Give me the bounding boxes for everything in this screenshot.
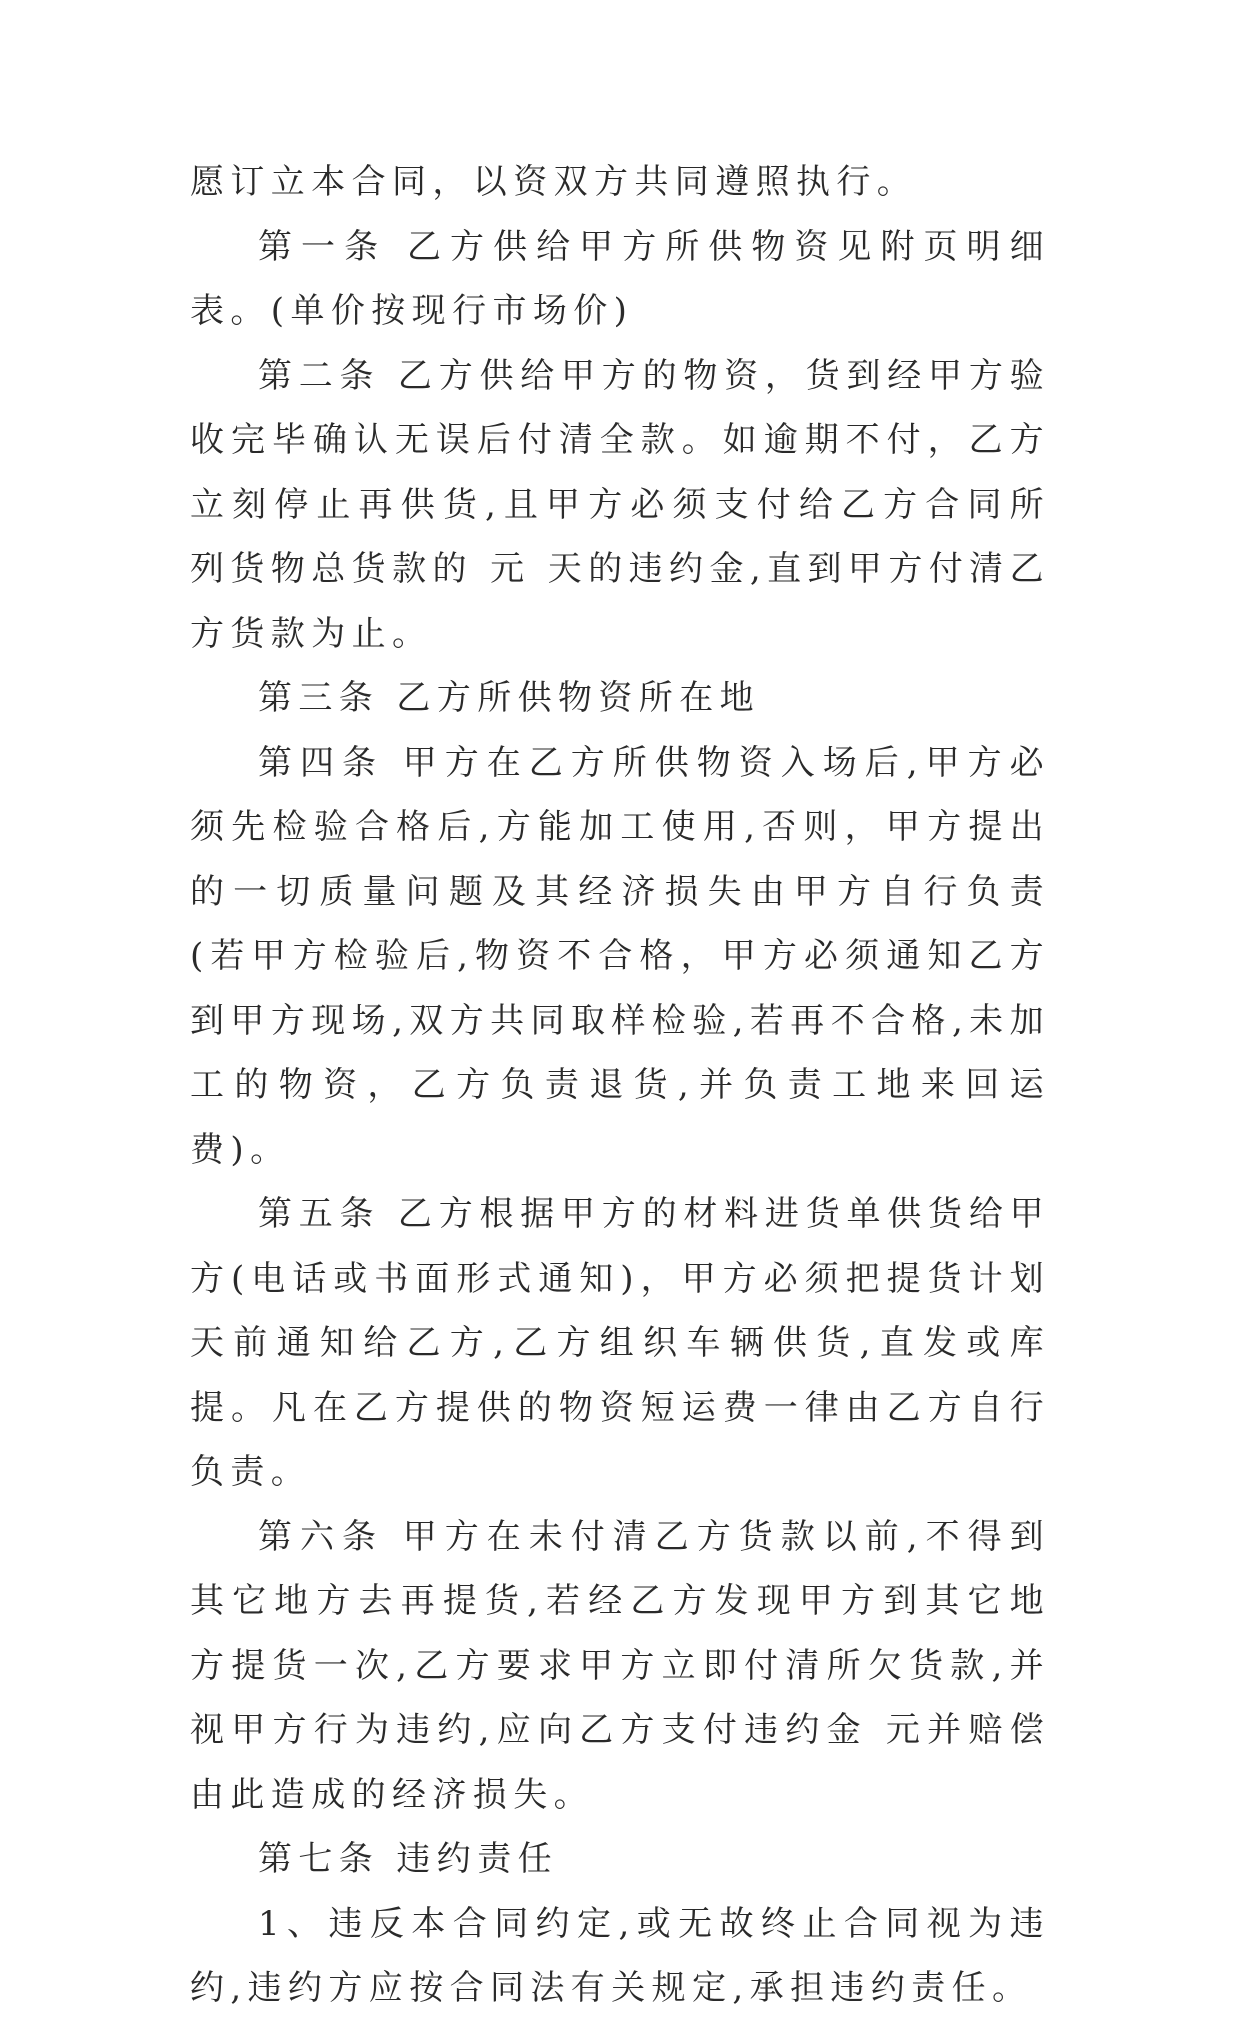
paragraph-article-7-item-1: 1、违反本合同约定,或无故终止合同视为违约,违约方应按合同法有关规定,承担违约责任。 [190,1903,1050,2008]
paragraph-article-6: 第六条 甲方在未付清乙方货款以前,不得到其它地方去再提货,若经乙方发现甲方到其它地方提货一次,乙方要求甲方立即付清所欠货款,并视甲方行为违约,应向乙方支付违约金 元并赔偿由此造成的经济损失。 [190,1516,1050,1815]
paragraph-article-1: 第一条 乙方供给甲方所供物资见附页明细表。(单价按现行市场价) [190,226,1050,331]
paragraph-article-7: 第七条 违约责任 [258,1839,559,1879]
paragraph-article-3: 第三条 乙方所供物资所在地 [258,678,761,718]
paragraph-continuation: 愿订立本合同，以资双方共同遵照执行。 [190,162,918,202]
paragraph-article-5: 第五条 乙方根据甲方的材料进货单供货给甲方(电话或书面形式通知)，甲方必须把提货计划 天前通知给乙方,乙方组织车辆供货,直发或库提。凡在乙方提供的物资短运费一律由乙方自行负责。 [190,1194,1050,1492]
paragraph-article-2: 第二条 乙方供给甲方的物资，货到经甲方验收完毕确认无误后付清全款。如逾期不付，乙方立刻停止再供货,且甲方必须支付给乙方合同所列货物总货款的 元 天的违约金,直到甲方付清乙方货款为止。 [190,355,1050,654]
contract-body [190,150,1050,2021]
paragraph-article-4: 第四条 甲方在乙方所供物资入场后,甲方必须先检验合格后,方能加工使用,否则，甲方提出的一切质量问题及其经济损失由甲方自行负责(若甲方检验后,物资不合格，甲方必须通知乙方到甲方现场,双方共同取样检验,若再不合格,未加工的物资，乙方负责退货,并负责工地来回运费)。 [190,742,1050,1170]
